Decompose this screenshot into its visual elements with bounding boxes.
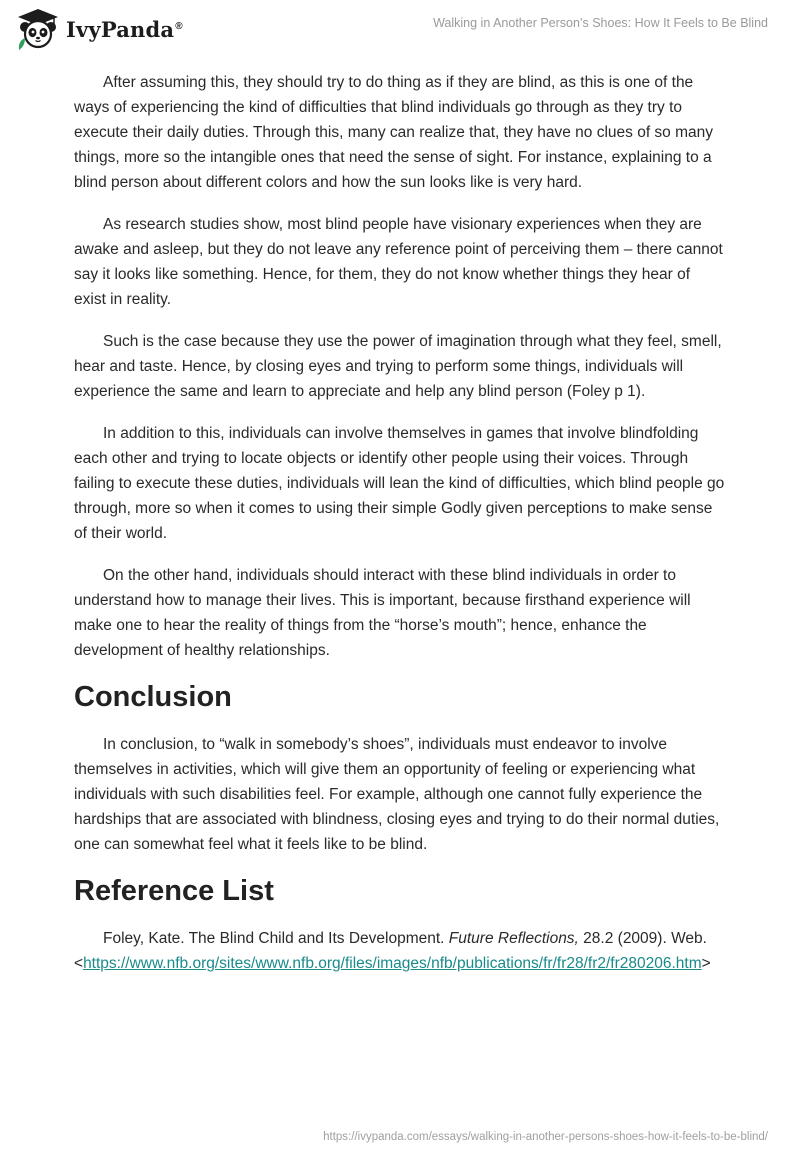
body-paragraph: On the other hand, individuals should interact with these blind individuals in order to understand how to manage their lives. This is important, because firsthand experience will make one to hear the reality of things from the “horse’s mouth”; hence, enhance the development of healthy relationships. xyxy=(74,567,691,659)
essay-content xyxy=(74,70,726,976)
reference-author-title: Foley, Kate. The Blind Child and Its Development. xyxy=(103,930,449,947)
panda-icon xyxy=(16,7,60,51)
body-paragraph: As research studies show, most blind people have visionary experiences when they are awake and asleep, but they do not leave any reference point of perceiving them – there cannot say it looks like something. Hence, for them, they do not know whether things they hear of exist in reality. xyxy=(74,216,723,308)
body-paragraph: After assuming this, they should try to do thing as if they are blind, as this is one of the ways of experiencing the kind of difficulties that blind individuals go through as they try to execute their daily duties. Through this, many can realize that, they have no clues of so many things, more so the intangible ones that need the sense of sight. For instance, explaining to a blind person about different colors and how the sun looks like is very hard. xyxy=(74,74,714,191)
reference-volume: 28.2 (2009). Web. < xyxy=(74,930,707,972)
reference-link[interactable]: https://www.nfb.org/sites/www.nfb.org/files/images/nfb/publications/fr/fr28/fr2/fr280206.htm xyxy=(83,955,702,972)
footer-url: https://ivypanda.com/essays/walking-in-another-persons-shoes-how-it-feels-to-be-blind/ xyxy=(323,1131,768,1143)
page-header xyxy=(0,0,800,60)
logo-wordmark: IvyPanda® xyxy=(66,16,183,42)
reference-journal: Future Reflections, xyxy=(448,930,579,947)
body-paragraph: Such is the case because they use the power of imagination through what they feel, smell, hear and taste. Hence, by closing eyes and trying to perform some things, individuals will experience the same and learn to appreciate and help any blind person (Foley p 1). xyxy=(74,333,722,400)
body-paragraph: In addition to this, individuals can involve themselves in games that involve blindfolding each other and trying to locate objects or identify other people using their voices. Through failing to execute these duties, individuals will lean the kind of difficulties, which blind people go through, more so when it comes to using their simple Godly given perceptions to make sense of their world. xyxy=(74,425,725,542)
reference-list-heading: Reference List xyxy=(74,875,274,907)
conclusion-paragraph: In conclusion, to “walk in somebody’s shoes”, individuals must endeavor to involve themselves in activities, which will give them an opportunity of feeling or experiencing what individuals with such disabilities feel. For example, although one cannot fully experience the hardships that are associated with blindness, closing eyes and trying to do their normal duties, one can somewhat feel what it feels like to be blind. xyxy=(74,736,720,853)
running-title: Walking in Another Person’s Shoes: How It Feels to Be Blind xyxy=(433,16,768,30)
ivypanda-logo[interactable] xyxy=(16,6,183,52)
reference-close: > xyxy=(701,955,711,972)
reference-entry xyxy=(74,926,726,976)
conclusion-heading: Conclusion xyxy=(74,681,232,713)
